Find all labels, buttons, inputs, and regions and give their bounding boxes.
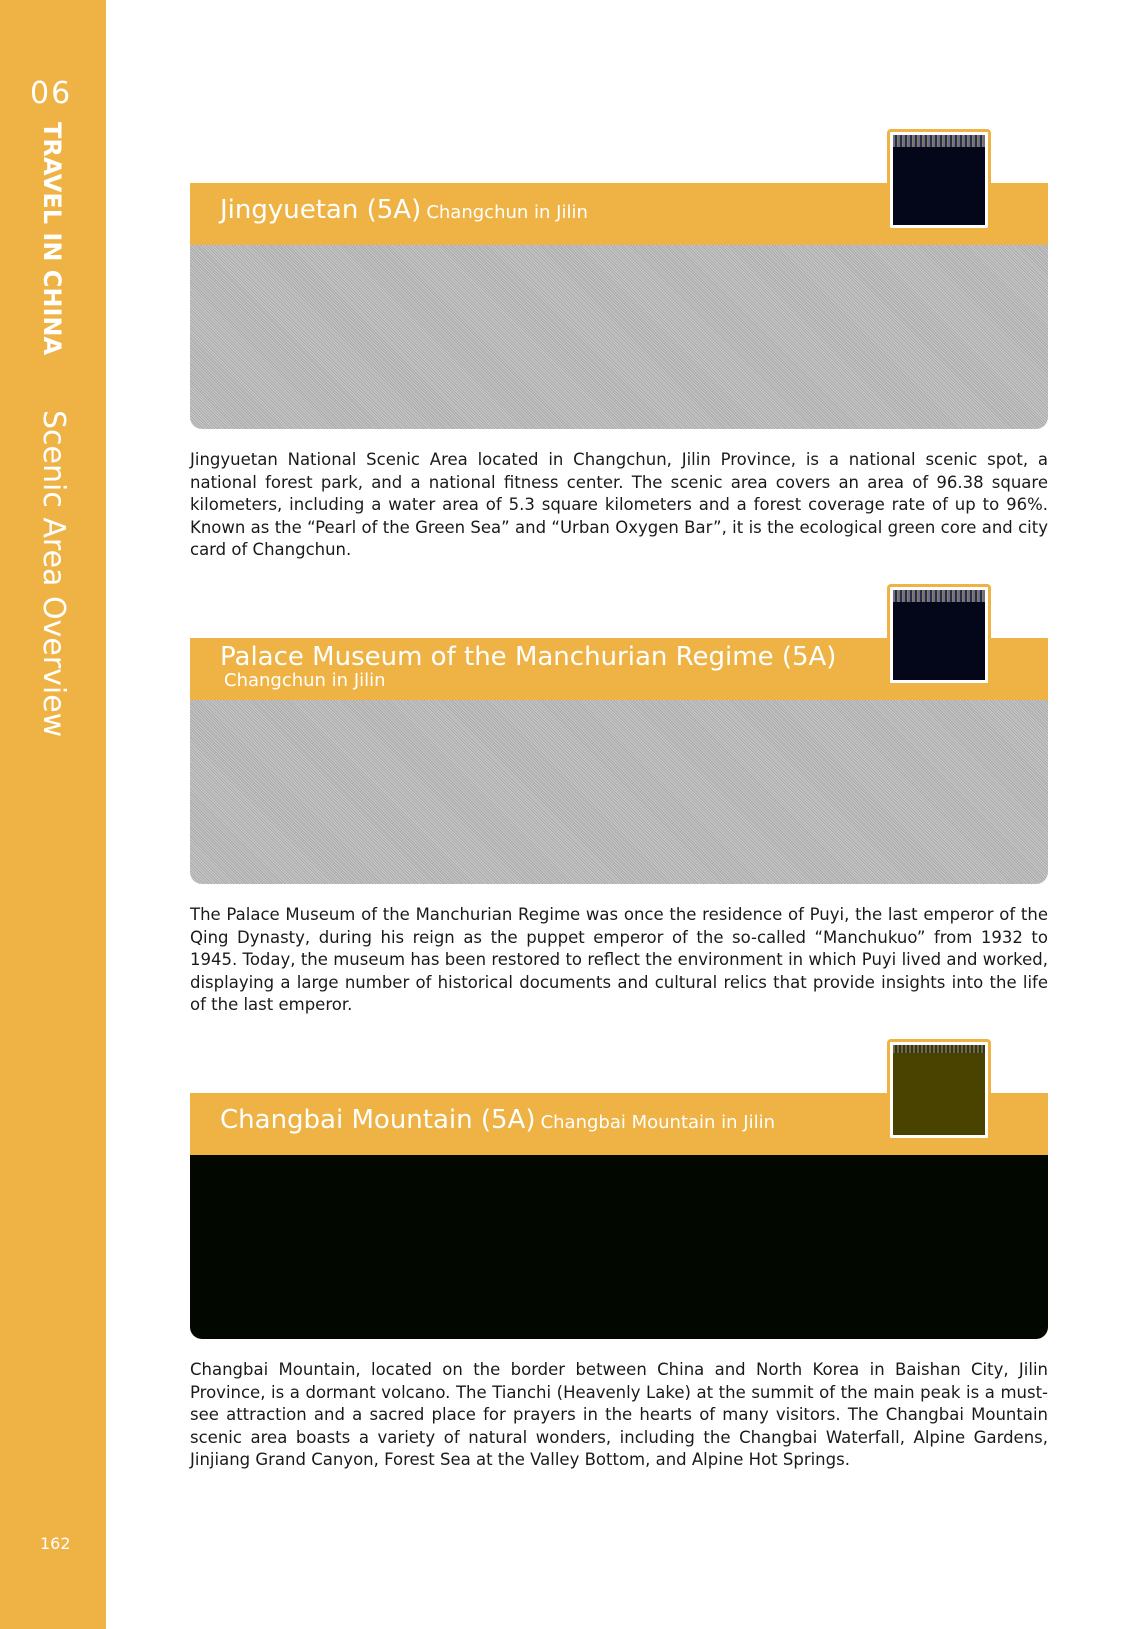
scenic-location: Changbai Mountain in Jilin xyxy=(540,1112,776,1133)
chapter-number: 06 xyxy=(30,76,73,111)
banner-title xyxy=(220,642,836,691)
scenic-description: Jingyuetan National Scenic Area located in Changchun, Jilin Province, is a national scenic spot, a national forest park, and a national fitness center. The scenic area covers an area of 96.38 square kilometers, including a water area of 5.3 square kilometers and a forest coverage rate of up to 96%. Known as the “Pearl of the Green Sea” and “Urban Oxygen Bar”, it is the ecological green core and city card of Changchun. xyxy=(190,450,1048,559)
scenic-description: The Palace Museum of the Manchurian Regime was once the residence of Puyi, the last emperor of the Qing Dynasty, during his reign as the puppet emperor of the so-called “Manchukuo” from 1932 to 1945. Today, the museum has been restored to reflect the environment in which Puyi lived and worked, displaying a large number of historical documents and cultural relics that provide insights into the life of the last emperor. xyxy=(190,905,1048,1014)
thumbnail-image xyxy=(887,584,991,686)
section-title: Scenic Area Overview xyxy=(36,410,71,738)
scenic-photo xyxy=(190,700,1048,884)
thumbnail-image xyxy=(887,129,991,231)
chapter-title: TRAVEL IN CHINA xyxy=(38,122,66,356)
scenic-photo xyxy=(190,245,1048,429)
banner-title xyxy=(220,1105,775,1135)
scenic-title: Palace Museum of the Manchurian Regime (5A) xyxy=(220,642,837,672)
scenic-location: Changchun in Jilin xyxy=(426,202,588,223)
banner-title xyxy=(220,195,588,225)
thumbnail-image xyxy=(887,1039,991,1141)
scenic-title: Changbai Mountain (5A) xyxy=(220,1105,536,1135)
page-number: 162 xyxy=(40,1534,71,1553)
scenic-description: Changbai Mountain, located on the border between China and North Korea in Baishan City, Jilin Province, is a dormant volcano. The Tianchi (Heavenly Lake) at the summit of the main peak is a must-see attraction and a sacred place for prayers in the hearts of many visitors. The Changbai Mountain scenic area boasts a variety of natural wonders, including the Changbai Waterfall, Alpine Gardens, Jinjiang Grand Canyon, Forest Sea at the Valley Bottom, and Alpine Hot Springs. xyxy=(190,1360,1048,1469)
scenic-title: Jingyuetan (5A) xyxy=(220,195,422,225)
sidebar xyxy=(0,0,106,1629)
scenic-location: Changchun in Jilin xyxy=(224,670,386,691)
scenic-photo xyxy=(190,1155,1048,1339)
